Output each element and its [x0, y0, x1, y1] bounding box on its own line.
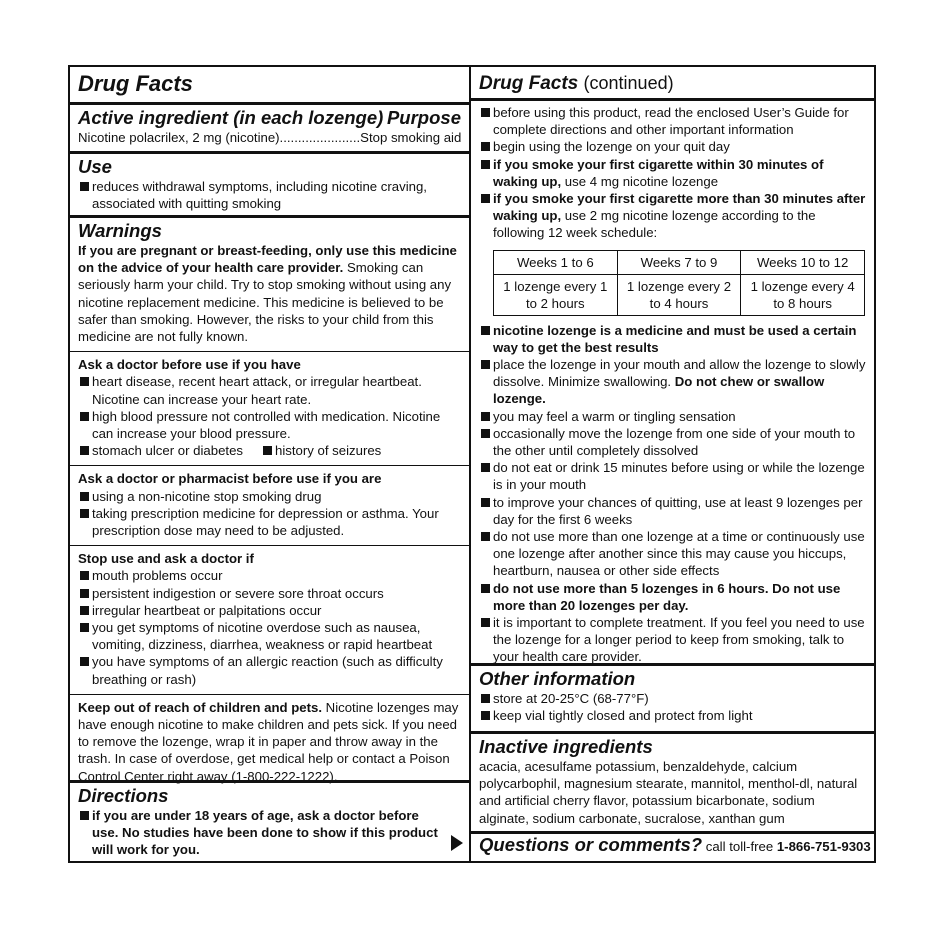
direction-item: do not use more than one lozenge at a time or continuously use one lozenge after another since this may cause you hiccups, heartburn, nausea or other side effects	[479, 528, 866, 580]
other-info-item: keep vial tightly closed and protect from light	[479, 707, 866, 724]
stop-use-item: you have symptoms of an allergic reaction (such as difficulty breathing or rash)	[78, 653, 461, 687]
direction-item: place the lozenge in your mouth and allow the lozenge to slowly dissolve. Minimize swallowing. Do not chew or swallow lozenge.	[479, 356, 866, 408]
other-information-section	[471, 663, 874, 724]
active-ingredient-section	[70, 102, 469, 146]
schedule-cell: 1 lozenge every 4 to 8 hours	[741, 274, 865, 315]
left-column	[70, 67, 471, 861]
continued-label: (continued)	[583, 73, 674, 93]
inactive-ingredients-section	[471, 731, 874, 827]
continue-arrow-icon	[451, 835, 463, 851]
schedule-header: Weeks 1 to 6	[494, 250, 618, 274]
table-row	[494, 250, 865, 274]
directions-heading: Directions	[78, 785, 169, 806]
keep-out-of-reach	[78, 699, 461, 785]
drug-facts-title-right: Drug Facts	[479, 73, 579, 94]
stop-use-item: irregular heartbeat or palpitations occur	[78, 602, 461, 619]
pregnancy-warning	[78, 242, 461, 345]
pregnancy-warning-bold: If you are pregnant or breast-feeding, only use this medicine on the advice of your health care provider.	[78, 243, 457, 276]
ask-doctor-item: high blood pressure not controlled with medication. Nicotine can increase your blood pressure.	[78, 408, 461, 442]
stop-use-item: you get symptoms of nicotine overdose such as nausea, vomiting, dizziness, diarrhea, weakness or rapid heartbeat	[78, 619, 461, 653]
ask-pharmacist-item: using a non-nicotine stop smoking drug	[78, 488, 461, 505]
use-heading: Use	[78, 156, 112, 177]
divider	[70, 545, 469, 546]
direction-item: occasionally move the lozenge from one side of your mouth to the other until completely dissolved	[479, 425, 866, 459]
direction-item: to improve your chances of quitting, use at least 9 lozenges per day for the first 6 weeks	[479, 494, 866, 528]
other-information-heading: Other information	[479, 668, 636, 689]
direction-item: before using this product, read the enclosed User’s Guide for complete directions and other important information	[479, 104, 866, 138]
table-row	[494, 274, 865, 315]
keep-out-text: Nicotine lozenges may have enough nicotine to make children and pets sick. If you need to remove the lozenge, wrap it in paper and throw away in the trash. In case of overdose, get medical help or contact a Poison Control Center right away (1-800-222-1222).	[78, 699, 459, 784]
other-info-item: store at 20-25°C (68-77°F)	[479, 690, 866, 707]
directions-continued-section	[471, 98, 874, 666]
schedule-header: Weeks 7 to 9	[617, 250, 741, 274]
active-ingredient-heading: Active ingredient (in each lozenge)	[78, 107, 384, 128]
drug-facts-title: Drug Facts	[78, 71, 193, 96]
directions-item: if you are under 18 years of age, ask a doctor before use. No studies have been done to show if this product will work for you.	[78, 807, 461, 859]
ask-pharmacist-heading: Ask a doctor or pharmacist before use if you are	[78, 471, 382, 487]
questions-text: call toll-free	[702, 839, 777, 854]
ask-doctor-pair	[78, 442, 461, 459]
direction-item: you may feel a warm or tingling sensation	[479, 408, 866, 425]
lozenge-schedule-table	[493, 250, 865, 316]
use-section	[70, 151, 469, 212]
drug-facts-continued-section	[471, 71, 874, 96]
stop-use-item: mouth problems occur	[78, 567, 461, 584]
warnings-section	[70, 215, 469, 785]
questions-section	[471, 831, 874, 861]
schedule-header: Weeks 10 to 12	[741, 250, 865, 274]
use-item: reduces withdrawal symptoms, including nicotine craving, associated with quitting smoking	[78, 178, 461, 212]
stop-use-item: persistent indigestion or severe sore throat occurs	[78, 585, 461, 602]
stop-use-heading: Stop use and ask a doctor if	[78, 551, 254, 567]
divider	[70, 351, 469, 352]
inactive-ingredients-text: acacia, acesulfame potassium, benzaldehyde, calcium polycarbophil, magnesium stearate, mannitol, menthol-dl, natural and artificial cherry flavor, potassium bicarbonate, sodium alginate, sodium carbonate, sucralose, xanthan gum	[479, 759, 858, 826]
ask-doctor-item: history of seizures	[261, 442, 381, 459]
divider	[70, 694, 469, 695]
keep-out-bold: Keep out of reach of children and pets.	[78, 699, 323, 715]
direction-item: begin using the lozenge on your quit day	[479, 138, 866, 155]
inactive-ingredients-heading: Inactive ingredients	[479, 736, 653, 757]
ask-doctor-item: heart disease, recent heart attack, or irregular heartbeat. Nicotine can increase your heart rate.	[78, 373, 461, 407]
divider	[70, 465, 469, 466]
right-column	[471, 67, 874, 861]
schedule-cell: 1 lozenge every 1 to 2 hours	[494, 274, 618, 315]
direction-item: nicotine lozenge is a medicine and must be used a certain way to get the best results	[479, 322, 866, 356]
direction-item: if you smoke your first cigarette within 30 minutes of waking up, use 4 mg nicotine lozenge	[479, 156, 866, 190]
directions-section	[70, 780, 469, 861]
direction-item: if you smoke your first cigarette more than 30 minutes after waking up, use 2 mg nicotine lozenge according to the following 12 week schedule:	[479, 190, 866, 242]
toll-free-phone: 1-866-751-9303	[776, 839, 871, 854]
ask-doctor-heading: Ask a doctor before use if you have	[78, 357, 301, 373]
purpose-heading: Purpose	[386, 107, 461, 128]
direction-item: it is important to complete treatment. If you feel you need to use the lozenge for a longer period to keep from smoking, talk to your health care provider.	[479, 614, 866, 666]
questions-heading: Questions or comments?	[479, 834, 703, 855]
drug-facts-title-section	[70, 71, 469, 97]
pregnancy-warning-text: Smoking can seriously harm your child. Try to stop smoking without using any nicotine replacement medicine. This medicine is believed to be safer than smoking. However, the risks to your child from this medicine are not fully known.	[78, 260, 452, 345]
active-ingredient-line: Nicotine polacrilex, 2 mg (nicotine)......................Stop smoking aid	[78, 130, 462, 145]
warnings-heading: Warnings	[78, 220, 162, 241]
ask-pharmacist-item: taking prescription medicine for depression or asthma. Your prescription dose may need to be adjusted.	[78, 505, 461, 539]
drug-facts-panel	[68, 65, 876, 863]
drug-facts-continued-title	[479, 71, 866, 96]
ask-doctor-item: stomach ulcer or diabetes	[78, 442, 243, 459]
direction-item: do not eat or drink 15 minutes before using or while the lozenge is in your mouth	[479, 459, 866, 493]
direction-item: do not use more than 5 lozenges in 6 hours. Do not use more than 20 lozenges per day.	[479, 580, 866, 614]
schedule-cell: 1 lozenge every 2 to 4 hours	[617, 274, 741, 315]
